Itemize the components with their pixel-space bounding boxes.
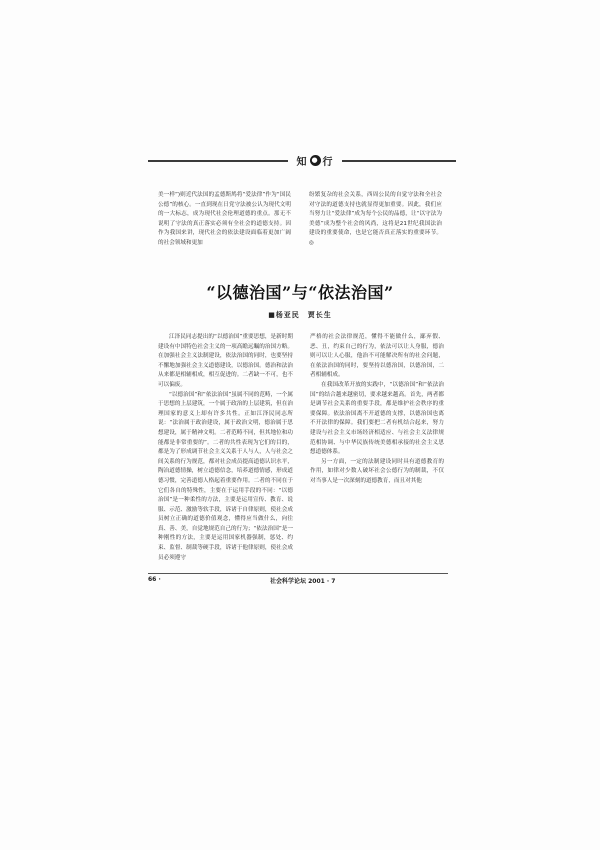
previous-article-left-column [158,191,291,249]
section-tag-char-right: 行 [322,156,334,168]
section-tag-dot: ● [311,155,319,164]
previous-article-left-text: 美一样”)则近代法国的孟德斯鸠将“爱法律”作为“国民公德”的核心。一直到现在日党守法被公认为现代文明的一大标志，成为现代社会伦理道德的重点。那无不说明了守法的真正落实必须有全社会的道德支持。因作为我国来讲，现代社会的依法建设面临着更加广阔的社会领域和更加 [158,192,291,246]
article-paragraph: “以德治国”和“依法治国”虽属不同的范畴，一个属于思想的上层建筑，一个属于政治的上层建筑，但在治理国家的意义上却有许多共性。正如江泽民同志所说：“法治属于政治建设，属于政治文明，德治属于思想建设，属于精神文明。二者范畴不同，但其地位和功能都是非常重要的”。二者的共性表现为它们的目的，都是为了形成调节社会主义关系于人与人，人与社会之间关系的行为规范，都对社会成员提高道德认识水平，陶冶道德情操，树立道德信念，培养道德情感，形成道德习惯，完善道德人格起着重要作用。二者的不同在于它们各自的特殊性，主要在于运用手段的不同：“以德治国”是一种柔性的方法，主要是运用宣传、教育、说服、示范、激励等软手段，诉诸于自律原则，使社会成员树立正确的道德价值观念，懂得应当做什么，向往真、善、美，自觉地规范自己的行为；“依法治国”是一种刚性的方法，主要是运用国家机器强制，惩处、约束、监督、制裁等硬手段，诉诸于他律原则，使社会成员必须遵守 [158,391,293,561]
section-tag-char-left: 知 [296,156,308,168]
previous-article-right-column [309,191,442,249]
section-header [148,156,456,166]
article-authors: ■杨亚民 贾长生 [268,311,332,319]
article-paragraph: 另一方面，一定的法制建设同时具有道德教育的作用，如律对少数人破坏社会公德行为的制裁，不仅对当事人是一次深刻的道德教育，而且对其他 [310,458,444,484]
article-paragraph: 江泽民同志提出的“以德治国”重要思想，是新时期建设有中国特色社会主义的一项高瞻远瞩的治国方略。在加强社会主义法制建设，依法治国的同时，也要坚持不懈地加强社会主义道德建设，以德治国。德治和法治从来都是相辅相成，相互促进的。二者缺一不可，也不可以偏废。 [158,334,293,388]
section-tag [288,150,342,170]
previous-article-right-text: 纷繁复杂的社会关系，西周公民的自觉守法和全社会对守法的道德支持也就显得更加重要。因此，我们应当努力让“爱法律”成为每个公民的品德，让“以守法为美德”成为整个社会的风尚，这将是21世纪我国法治建设的重要使命，也是它能否真正落实的重要环节。◎ [309,192,442,246]
page-number: 66 · [148,576,161,583]
footer-rule [148,573,448,574]
journal-name: 社会科学论坛 2001 · 7 [270,578,336,585]
article-paragraph: 在我国改革开放的实践中，“以德治国”和“依法治国”的结合越来越密切，要求越来越高。首先，两者都是调节社会关系的重要手段，都是维护社会秩序的重要保障。依法治国离不开道德的支撑，以德治国也离不开法律的保障。我们要把二者有机结合起来，努力建设与社会主义市场经济相适应、与社会主义法律规范相协调、与中华民族传统美德相承接的社会主义思想道德体系。 [310,381,444,456]
article-paragraph: 严格的社会法律规范，懂得不能做什么，鄙弃假、恶、丑，约束自己的行为，依法可以让人身服，德治则可以让人心服，他治不可能解决所有的社会问题，在依法治国的同时，要坚持以德治国，以德治国，二者相辅相成。 [310,334,444,379]
article-left-column [158,333,293,563]
article-title: “以德治国”与“依法治国” [206,283,394,302]
article-right-column [310,333,444,487]
